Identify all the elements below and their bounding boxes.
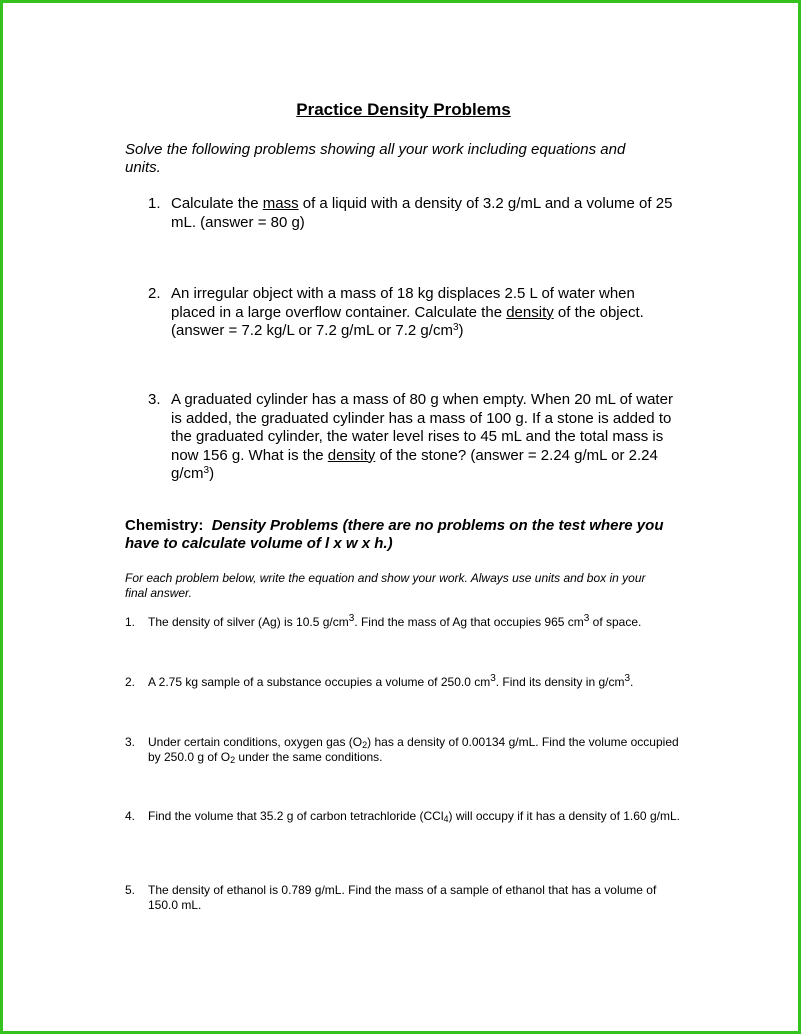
problem-text: An irregular object with a mass of 18 kg displaces 2.5 L of water when placed in a large overflow container. Calculate the density of the object. (answer = 7.2 kg/L or 7.2 g/mL or 7.2 $g/cm^3$) [171,285,644,339]
problem-text: A graduated cylinder has a mass of 80 g when empty. When 20 mL of water is added, the graduated cylinder has a mass of 100 g. If a stone is added to the graduated cylinder, the water level rises to 45 mL and the total mass is now 156 g. What is the density of the stone? (answer = 2.24 g/mL or 2.24 $g/cm^3$) [171,391,673,482]
problem-text: Find the volume that 35.2 g of carbon tetrachloride (CCl$_4$) will occupy if it has a density of 1.60 g/mL. [148,809,680,824]
problem-number: 1. [125,615,136,629]
problem-number: 2. [148,285,161,302]
problem-text: The density of silver (Ag) is 10.5 $g/cm^3$. Find the mass of Ag that occupies 965 $cm^3$ of space. [148,613,642,629]
problem-number: 1. [148,195,161,212]
problem-number: 2. [125,675,136,689]
problem-number: 4. [125,809,136,823]
chemistry-heading: Chemistry: Density Problems (there are no problems on the test where you have to calculate volume of l x w x h.) [125,517,664,552]
intro-instructions: Solve the following problems showing all your work including equations and units. [125,141,626,176]
problem-number: 3. [148,391,161,408]
problem-text: The density of ethanol is 0.789 g/mL. Find the mass of a sample of ethanol that has a volume of 150.0 mL. [148,883,657,912]
problem-text: A 2.75 kg sample of a substance occupies a volume of 250.0 $cm^3$. Find its density in $g/cm^3$. [148,673,634,689]
problem-text: Calculate the mass of a liquid with a density of 3.2 g/mL and a volume of 25 mL. (answer = 80 g) [171,195,673,231]
problem-number: 5. [125,883,136,897]
problem-text: Under certain conditions, oxygen gas $(O_2)$ has a density of 0.00134 g/mL. Find the volume occupied by 250.0 g of $O_2$ under the same conditions. [148,735,679,765]
page-title: Practice Density Problems [296,100,511,119]
part2-instructions: For each problem below, write the equation and show your work. Always use units and box in your final answer. [125,571,646,600]
problem-number: 3. [125,735,136,749]
